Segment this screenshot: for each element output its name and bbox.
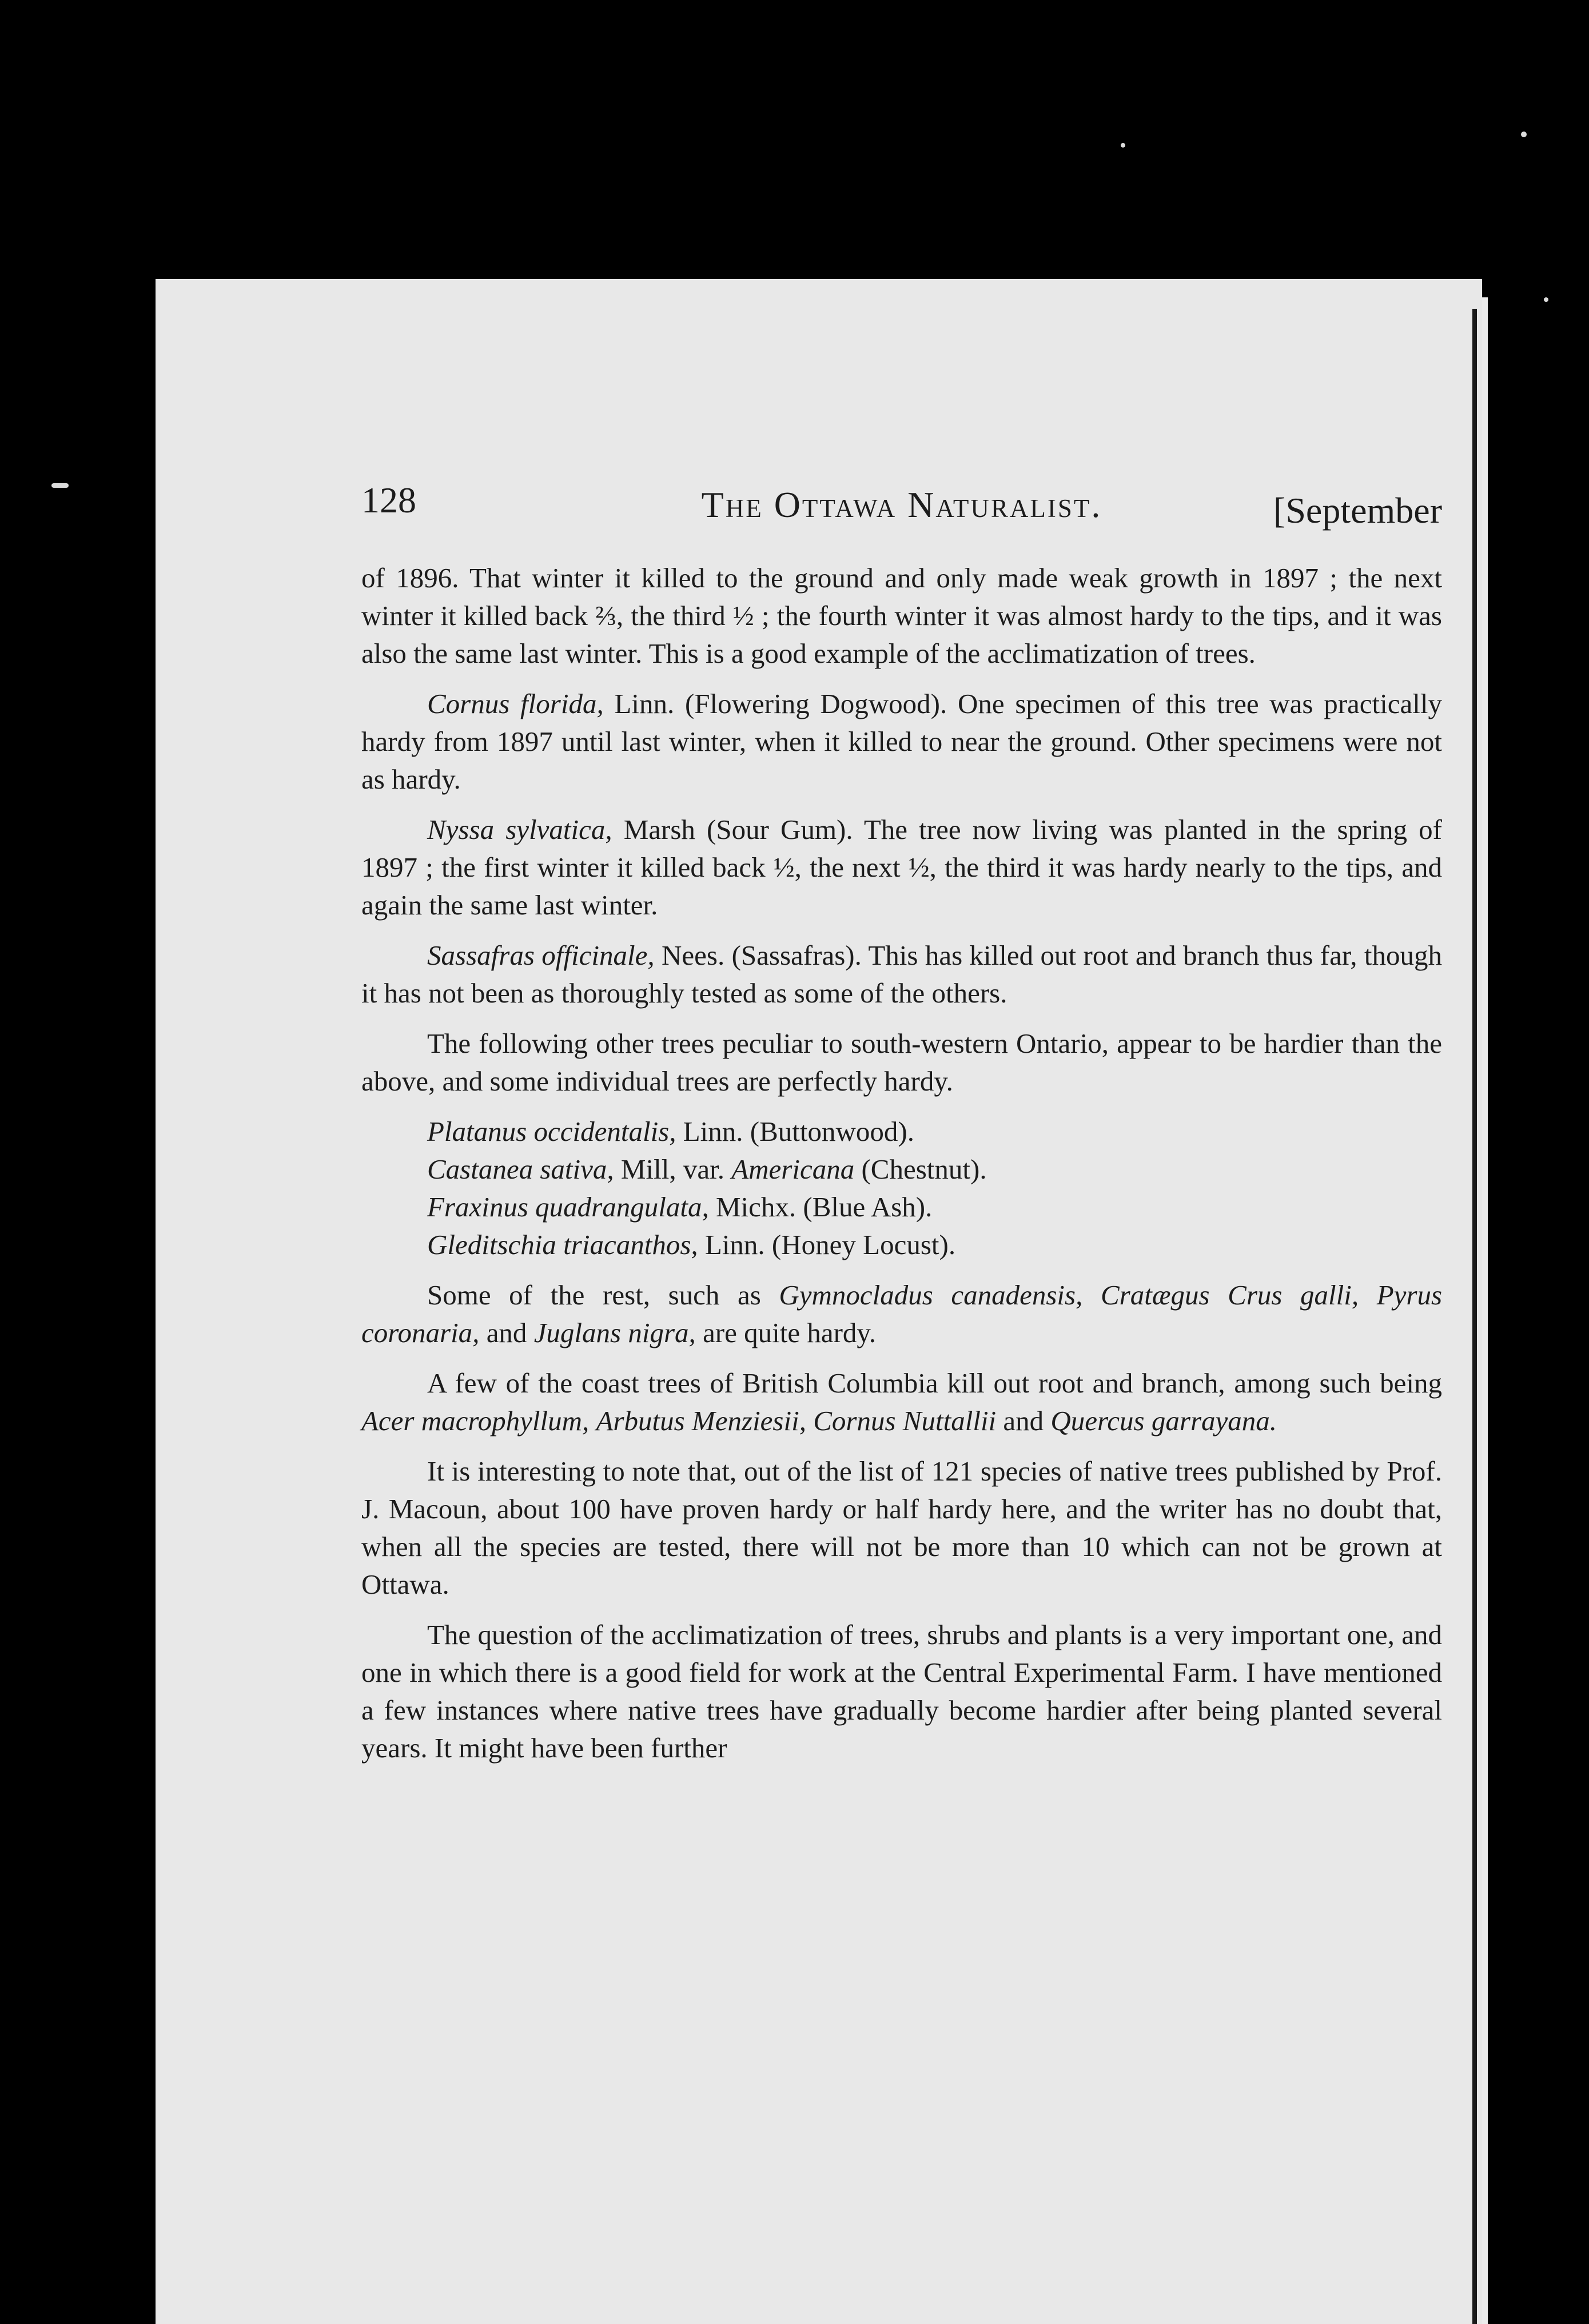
- species-name: Cornus florida,: [427, 688, 604, 719]
- text-run: are quite hardy.: [695, 1317, 876, 1348]
- paragraph-text: It is interesting to note that, out of the list of 121 species of native trees published by Prof. J. Macoun, about 100 have proven hardy or half hardy here, and the writer has no doubt that, when all the species are tested, there will not be more than 10 which can not be grown at Ottawa.: [361, 1455, 1442, 1600]
- paragraph-continuation: [361, 559, 1442, 672]
- species-name: Juglans nigra,: [533, 1317, 696, 1348]
- species-name: Cornus Nuttallii: [813, 1405, 997, 1436]
- text-run: [589, 1405, 596, 1436]
- scan-speck: [1521, 132, 1527, 137]
- paragraph-text: Nees. (Sassafras). This has killed out root and branch thus far, though it has not been as thoroughly tested as some of the others.: [361, 940, 1442, 1009]
- scan-speck: [51, 483, 69, 488]
- running-header: [361, 479, 1442, 536]
- species-name: Pyrus coronaria,: [361, 1279, 1443, 1348]
- binding-shadow: [1472, 309, 1477, 2324]
- paragraph-text: The question of the acclimatization of trees, shrubs and plants is a very important one, and one in which there is a good field for work at the Central Experimental Farm. I have mentioned a few instances where native trees have gradually become hardier after being planted several years. It might have been further: [361, 1619, 1442, 1764]
- issue-month: [September: [1273, 490, 1442, 531]
- text-run: and: [479, 1317, 534, 1348]
- paragraph-text: Marsh (Sour Gum). The tree now living was planted in the spring of 1897 ; the first winter it killed back ½, the next ½, the third it was hardy nearly to the tips, and again the same last winter.: [361, 814, 1442, 921]
- list-item: [361, 1188, 1442, 1226]
- paragraph-text: Linn. (Flowering Dogwood). One specimen of this tree was practically hardy from 1897 until last winter, when it killed to near the ground. Other specimens were not as hardy.: [361, 688, 1442, 795]
- species-name: Nyssa sylvatica,: [427, 814, 612, 845]
- list-item: [361, 1226, 1442, 1264]
- list-item: [361, 1113, 1442, 1151]
- species-name: Gymnocladus canadensis,: [779, 1279, 1083, 1311]
- scan-speck: [1544, 297, 1548, 302]
- species-detail: Michx. (Blue Ash).: [708, 1191, 933, 1223]
- species-detail: Linn. (Buttonwood).: [676, 1116, 914, 1147]
- species-name: Sassafras officinale,: [427, 940, 655, 971]
- page-number: 128: [361, 480, 416, 520]
- paragraph-coast-trees: [361, 1364, 1442, 1440]
- species-detail: Linn. (Honey Locust).: [698, 1229, 956, 1260]
- paragraph-cornus: [361, 685, 1442, 798]
- species-name: Fraxinus quadrangulata,: [427, 1191, 709, 1223]
- paragraph-sassafras: [361, 937, 1442, 1012]
- paragraph-text: The following other trees peculiar to south-western Ontario, appear to be hardier than the above, and some individual trees are perfectly hardy.: [361, 1028, 1442, 1097]
- text-run: [806, 1405, 813, 1436]
- scan-speck: [1121, 143, 1125, 148]
- adjacent-page-edge: [1482, 297, 1488, 2324]
- species-name: Gleditschia triacanthos,: [427, 1229, 698, 1260]
- species-list: [361, 1113, 1442, 1264]
- variety-name: Americana: [731, 1153, 855, 1185]
- paragraph-macoun-list: [361, 1452, 1442, 1603]
- species-name: Acer macrophyllum,: [361, 1405, 590, 1436]
- species-detail: Mill, var.: [614, 1153, 732, 1185]
- text-run: A few of the coast trees of British Columbia kill out root and branch, among such being: [427, 1367, 1442, 1399]
- text-run: [1359, 1279, 1377, 1311]
- paragraph-rest: [361, 1276, 1442, 1352]
- paragraph-acclimatization: [361, 1616, 1442, 1767]
- text-run: [1082, 1279, 1101, 1311]
- paragraph-text: of 1896. That winter it killed to the ground and only made weak growth in 1897 ; the next winter it killed back ⅔, the third ½ ; the fourth winter it was almost hardy to the tips, and it was also the same last winter. This is a good example of the acclimatization of trees.: [361, 562, 1442, 669]
- species-name: Cratægus Crus galli,: [1100, 1279, 1359, 1311]
- page-sheet: [156, 279, 1482, 2324]
- list-item: [361, 1151, 1442, 1188]
- species-name: Arbutus Menziesii,: [596, 1405, 806, 1436]
- text-run: Some of the rest, such as: [427, 1279, 779, 1311]
- article-body: [361, 559, 1442, 1780]
- journal-title: The Ottawa Naturalist.: [701, 484, 1102, 525]
- species-name: Platanus occidentalis,: [427, 1116, 676, 1147]
- paragraph-nyssa: [361, 811, 1442, 924]
- species-detail: (Chestnut).: [854, 1153, 987, 1185]
- species-name: Castanea sativa,: [427, 1153, 614, 1185]
- paragraph-following: [361, 1025, 1442, 1100]
- species-name: Quercus garrayana.: [1050, 1405, 1277, 1436]
- text-run: and: [996, 1405, 1051, 1436]
